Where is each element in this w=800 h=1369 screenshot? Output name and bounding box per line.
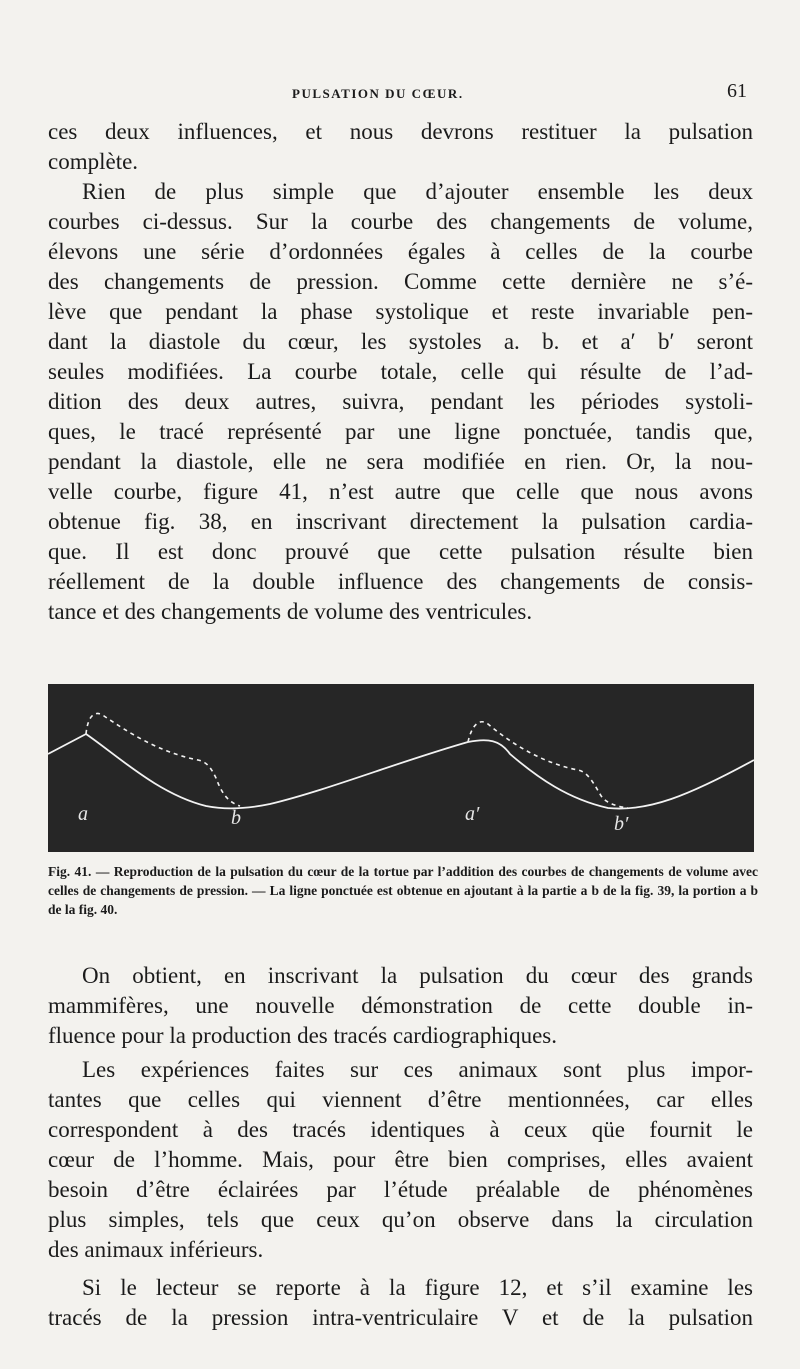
label-b: b bbox=[231, 807, 241, 829]
caption-text: — Reproduction de la pulsation du cœur de la tortue par l’addition des courbes de changements de volume avec celles de changements de pression. — La ligne ponctuée est obtenue en ajoutant à la partie a b de la fig. 39, la portion a b de la fig. 40. bbox=[48, 864, 759, 917]
text-line: plus simples, tels que ceux qu’on observe dans la circulation bbox=[48, 1207, 753, 1232]
text-line: tance et des changements de volume des ventricules. bbox=[48, 599, 533, 624]
text-line: lève que pendant la phase systolique et reste invariable pen- bbox=[48, 299, 753, 324]
dotted-curve bbox=[86, 713, 628, 808]
text-line: courbes ci-dessus. Sur la courbe des changements de volume, bbox=[48, 209, 753, 234]
paragraph-mammals bbox=[48, 961, 753, 1051]
paragraph-continuation bbox=[48, 117, 753, 177]
text-line: des animaux inférieurs. bbox=[48, 1237, 264, 1262]
text-line: élevons une série d’ordonnées égales à celles de la courbe bbox=[48, 239, 753, 264]
text-line: ces deux influences, et nous devrons restituer la pulsation bbox=[48, 119, 753, 144]
text-line: complète. bbox=[48, 149, 139, 174]
text-line: mammifères, une nouvelle démonstration de cette double in- bbox=[48, 993, 753, 1018]
caption-label: Fig. 41. bbox=[48, 864, 92, 879]
text-line: velle courbe, figure 41, n’est autre que celle que nous avons bbox=[48, 479, 753, 504]
label-b-prime: b′ bbox=[614, 813, 629, 835]
text-line: Rien de plus simple que d’ajouter ensemble les deux bbox=[82, 179, 753, 204]
label-a-prime: a′ bbox=[465, 803, 480, 825]
page-header bbox=[0, 80, 800, 108]
text-line: réellement de la double influence des changements de consis- bbox=[48, 569, 753, 594]
label-a: a bbox=[78, 803, 88, 825]
text-line: tracés de la pression intra-ventriculaire V et de la pulsation bbox=[48, 1305, 753, 1330]
text-line: seules modifiées. La courbe totale, celle qui résulte de l’ad- bbox=[48, 359, 753, 384]
text-line: dant la diastole du cœur, les systoles a. b. et a′ b′ seront bbox=[48, 329, 753, 354]
paragraph-reader bbox=[48, 1273, 753, 1333]
text-line: des changements de pression. Comme cette dernière ne s’é- bbox=[48, 269, 753, 294]
text-line: On obtient, en inscrivant la pulsation du cœur des grands bbox=[82, 963, 753, 988]
text-line: correspondent à des tracés identiques à ceux qüe fournit le bbox=[48, 1117, 753, 1142]
text-line: besoin d’être éclairées par l’étude préalable de phénomènes bbox=[48, 1177, 753, 1202]
figure-caption bbox=[48, 862, 758, 919]
figure-41-trace bbox=[48, 684, 754, 852]
text-line: ques, le tracé représenté par une ligne ponctuée, tandis que, bbox=[48, 419, 753, 444]
running-title: PULSATION DU CŒUR. bbox=[292, 86, 464, 101]
paragraph-addition bbox=[48, 177, 753, 627]
text-line: fluence pour la production des tracés cardiographiques. bbox=[48, 1023, 557, 1048]
text-line: dition des deux autres, suivra, pendant les périodes systoli- bbox=[48, 389, 753, 414]
cardiograph-trace bbox=[48, 684, 754, 852]
text-line: tantes que celles qui viennent d’être mentionnées, car elles bbox=[48, 1087, 753, 1112]
text-line: Si le lecteur se reporte à la figure 12, et s’il examine les bbox=[82, 1275, 753, 1300]
text-line: obtenue fig. 38, en inscrivant directement la pulsation cardia- bbox=[48, 509, 753, 534]
text-line: cœur de l’homme. Mais, pour être bien comprises, elles avaient bbox=[48, 1147, 753, 1172]
text-line: Les expériences faites sur ces animaux sont plus impor- bbox=[82, 1057, 753, 1082]
text-line: que. Il est donc prouvé que cette pulsation résulte bien bbox=[48, 539, 753, 564]
paragraph-experiments bbox=[48, 1055, 753, 1265]
page-number: 61 bbox=[727, 80, 747, 102]
text-line: pendant la diastole, elle ne sera modifiée en rien. Or, la nou- bbox=[48, 449, 753, 474]
